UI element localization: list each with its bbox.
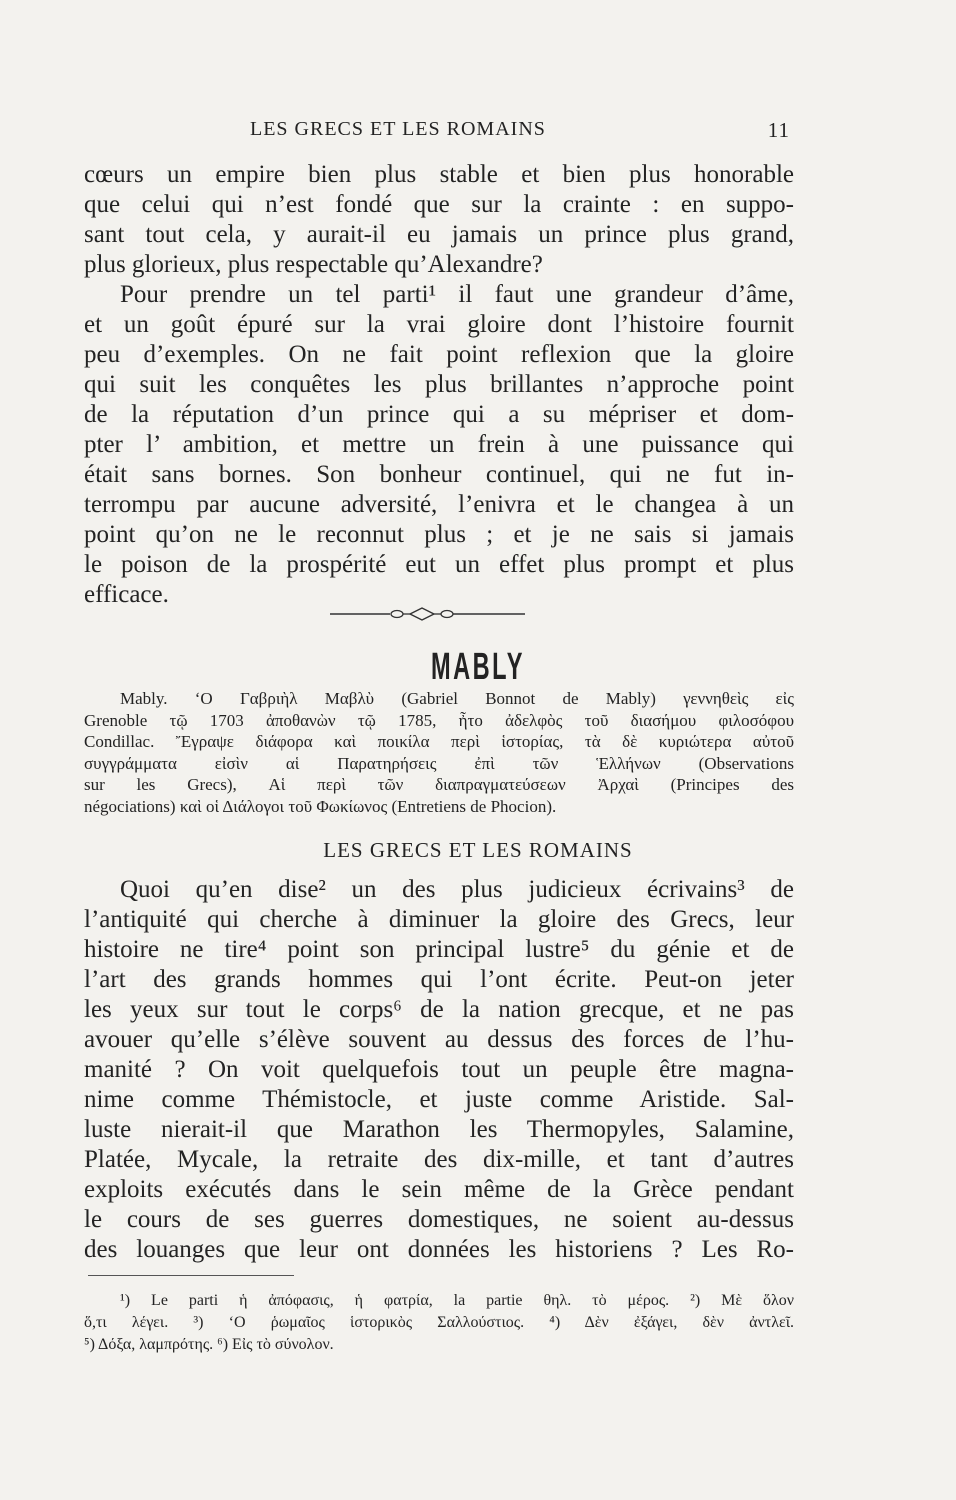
section-heading: MABLY [430,646,525,688]
text-line: Quoi qu’en dise² un des plus judicieux écrivains³ de [120,876,794,903]
text-line: l’art des grands hommes qui l’ont écrite. Peut-on jeter [84,966,794,993]
footnote-line: ¹) Le parti ἡ ἀπόφασις, ἡ φατρία, la partie θηλ. τὸ μέρος. ²) Μὲ ὅλον [120,1292,794,1309]
bio-line: négociations) καὶ οἱ Διάλογοι τοῦ Φωκίωνος (Entretiens de Phocion). [84,796,557,816]
text-line: le cours de ses guerres domestiques, ne soient au-dessus [84,1206,794,1233]
bio-line: Condillac. Ἔγραψε διάφορα καὶ ποικίλα περὶ ἱστορίας, τὰ δὲ κυριώτερα αὐτοῦ [84,732,794,751]
ornamental-divider [330,604,525,624]
bio-line: sur les Grecs), Αἱ περὶ τῶν διαπραγματεύσεων Ἀρχαὶ (Principes des [84,775,794,794]
bio-line: Mably. ‘Ο Γαβριὴλ Μαβλὺ (Gabriel Bonnot de Mably) γεννηθεὶς εἰς [120,689,794,708]
text-line: et un goût épuré sur la vrai gloire dont l’histoire fournit [84,311,794,338]
running-title: LES GRECS ET LES ROMAINS [250,118,546,140]
text-line: peu d’exemples. On ne fait point reflexion que la gloire [84,341,794,368]
text-line: les yeux sur tout le corps⁶ de la nation grecque, et ne pas [84,996,794,1023]
text-line: plus glorieux, plus respectable qu’Alexandre? [84,251,543,278]
text-line: des louanges que leur ont données les historiens ? Les Ro- [84,1236,794,1263]
text-line: nime comme Thémistocle, et juste comme Aristide. Sal- [84,1086,794,1113]
text-line: Platée, Mycale, la retraite des dix-mille, et tant d’autres [84,1146,794,1173]
footnote-divider [88,1275,294,1276]
bio-line: Grenoble τῷ 1703 ἀποθανὼν τῷ 1785, ἦτο ἀδελφὸς τοῦ διασήμου φιλοσόφου [84,710,794,730]
text-line: luste nierait-il que Marathon les Thermopyles, Salamine, [84,1116,794,1143]
bio-line: συγγράμματα εἰσὶν αἱ Παρατηρήσεις ἐπὶ τῶν Ἑλλήνων (Observations [84,753,794,773]
footnote-line: ὅ,τι λέγει. ³) ‘Ο ῥωμαῖος ἱστορικὸς Σαλλούστιος. ⁴) Δὲν ἐξάγει, δὲν ἀντλεῖ. [84,1314,794,1331]
text-line: sant tout cela, y aurait-il eu jamais un prince plus grand, [84,221,794,248]
author-bio-note [84,688,794,817]
text-line: pter l’ ambition, et mettre un frein à une puissance qui [84,431,794,458]
article-title: LES GRECS ET LES ROMAINS [323,838,633,862]
text-line: que celui qui n’est fondé que sur la crainte : en suppo- [84,191,794,218]
text-line: terrompu par aucune adversité, l’enivra et le changea à un [84,491,794,518]
footnote-line: ⁵) Δόξα, λαμπρότης. ⁶) Εἰς τὸ σύνολον. [84,1336,334,1353]
text-line: était sans bornes. Son bonheur continuel, qui ne fut in- [84,461,794,488]
paragraph-continued [84,160,794,610]
text-line: le poison de la prospérité eut un effet plus prompt et plus [84,551,794,578]
footnotes [84,1290,794,1356]
text-line: Pour prendre un tel parti¹ il faut une grandeur d’âme, [120,281,794,308]
text-line: avouer qu’elle s’élève souvent au dessus des forces de l’hu- [84,1026,794,1053]
text-line: exploits exécutés dans le sein même de la Grèce pendant [84,1176,794,1203]
text-line: cœurs un empire bien plus stable et bien plus honorable [84,161,794,188]
text-line: point qu’on ne le reconnut plus ; et je ne sais si jamais [84,521,794,548]
text-line: qui suit les conquêtes les plus brillantes n’approche point [84,371,794,398]
text-line: l’antiquité qui cherche à diminuer la gloire des Grecs, leur [84,906,794,933]
text-line: efficace. [84,581,169,608]
page-number: 11 [767,118,790,142]
text-line: histoire ne tire⁴ point son principal lustre⁵ du génie et de [84,936,794,963]
paragraph-main [84,875,794,1265]
text-line: de la réputation d’un prince qui a su mépriser et dom- [84,401,794,428]
text-line: manité ? On voit quelquefois tout un peuple être magna- [84,1056,794,1083]
